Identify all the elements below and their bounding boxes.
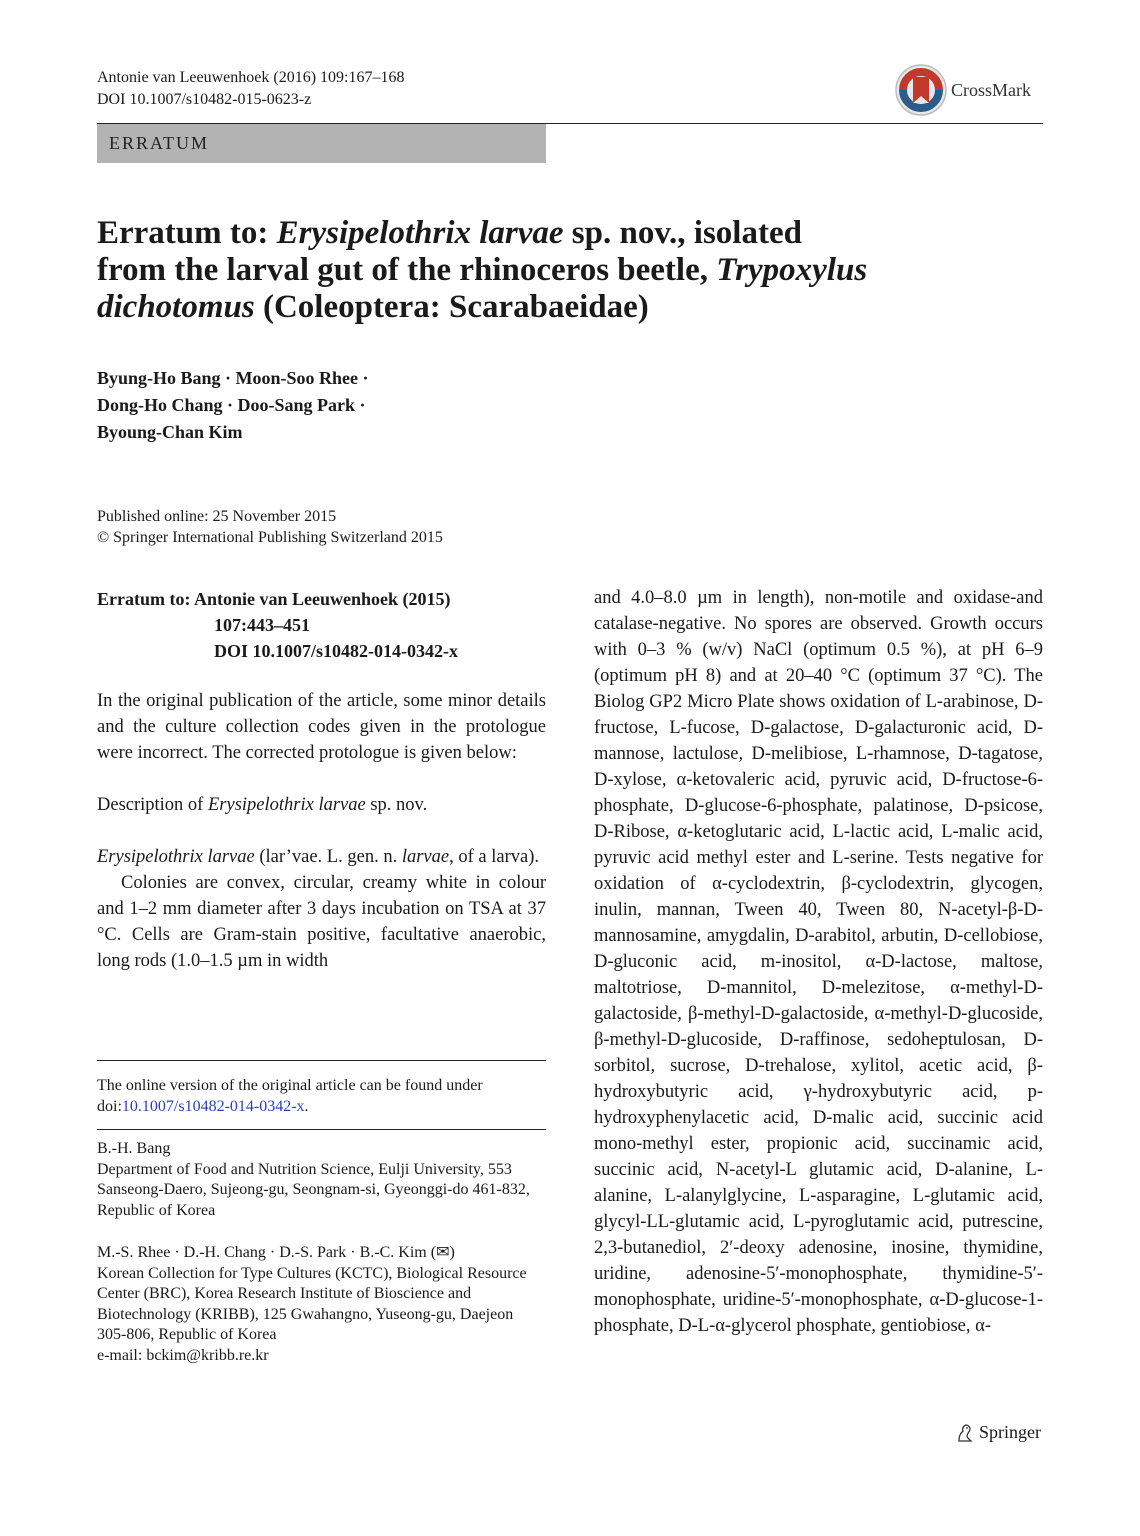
journal-line: Antonie van Leeuwenhoek (2016) 109:167–168 bbox=[97, 69, 405, 86]
crossmark-icon bbox=[893, 63, 949, 117]
original-article-link[interactable]: 10.1007/s10482-014-0342-x bbox=[121, 1097, 305, 1115]
description-heading: Description of Erysipelothrix larvae sp. nov. bbox=[97, 795, 428, 815]
erratum-reference: Erratum to: Antonie van Leeuwenhoek (2015) 107:443–451 DOI 10.1007/s10482-014-0342-x bbox=[97, 589, 458, 661]
published-date: Published online: 25 November 2015 bbox=[97, 508, 337, 525]
doi-line: DOI 10.1007/s10482-015-0623-z bbox=[97, 91, 312, 108]
footnote-rule bbox=[97, 1060, 546, 1061]
copyright: © Springer International Publishing Switzerland 2015 bbox=[97, 529, 443, 546]
author-list bbox=[97, 365, 369, 446]
protologue-text: and 4.0–8.0 µm in length), non-motile and oxidase-and catalase-negative. No spores are observed. Growth occurs with 0–3 % (w/v) NaCl (optimum 0.5 %), at pH 6–9 (optimum pH 8) and at 20–40 °C (optimum 37 °C). The Biolog GP2 Micro Plate shows oxidation of L-arabinose, D-fructose, L-fucose, D-galactose, D-galacturonic acid, D-mannose, lactulose, D-melibiose, L-rhamnose, D-tagatose, D-xylose, α-ketovaleric acid, pyruvic acid, D-fructose-6-phosphate, D-glucose-6-phosphate, palatinose, D-psicose, D-Ribose, α-ketoglutaric acid, L-lactic acid, L-malic acid, pyruvic acid methyl ester and L-serine. Tests negative for oxidation of α-cyclodextrin, β-cyclodextrin, glycogen, inulin, mannan, Tween 40, Tween 80, N-acetyl-β-D-mannosamine, amygdalin, D-arabitol, arbutin, D-cellobiose, D-gluconic acid, m-inositol, α-D-lactose, maltose, maltotriose, D-mannitol, D-melezitose, α-methyl-D-galactoside, β-methyl-D-galactoside, α-methyl-D-glucoside, β-methyl-D-glucoside, D-raffinose, sedoheptulosan, D-sorbitol, sucrose, D-trehalose, xylitol, acetic acid, β-hydroxybutyric acid, γ-hydroxybutyric acid, p-hydroxyphenylacetic acid, D-malic acid, succinic acid mono-methyl ester, propionic acid, succinamic acid, succinic acid, N-acetyl-L glutamic acid, D-alanine, L-alanine, L-alanylglycine, L-asparagine, L-glutamic acid, glycyl-LL-glutamic acid, L-pyroglutamic acid, putrescine, 2,3-butanediol, 2′-deoxy adenosine, inosine, thymidine, uridine, adenosine-5′-monophosphate, thymidine-5′-monophosphate, uridine-5′-monophosphate, α-D-glucose-1-phosphate, D-L-α-glycerol phosphate, gentiobiose, α- bbox=[594, 588, 1043, 1336]
colony-paragraph: Colonies are convex, circular, creamy white in colour and 1–2 mm diameter after 3 days incubation on TSA at 37 °C. Cells are Gram-stain positive, facultative anaerobic, long rods (1.0–1.5 µm in width bbox=[97, 873, 546, 971]
article-title: Erratum to: Erysipelothrix larvae sp. nov., isolated from the larval gut of the rhinoceros beetle, Trypoxylus dichotomus (Coleoptera: Scarabaeidae) bbox=[97, 215, 868, 325]
etymology-paragraph: Erysipelothrix larvae (lar’vae. L. gen. n. larvae, of a larva). bbox=[97, 847, 539, 867]
email[interactable]: e-mail: bckim@kribb.re.kr bbox=[97, 1346, 269, 1364]
crossmark-badge[interactable] bbox=[893, 63, 1043, 117]
body-right-column bbox=[594, 585, 1043, 1339]
section-label: ERRATUM bbox=[109, 133, 210, 153]
footnote-rule bbox=[97, 1129, 546, 1130]
author-line: Byung-Ho Bang · Moon-Soo Rhee · bbox=[97, 368, 369, 388]
journal-citation bbox=[97, 67, 404, 111]
publisher-logo bbox=[955, 1422, 1041, 1443]
author-line: Dong-Ho Chang · Doo-Sang Park · bbox=[97, 395, 366, 415]
crossmark-label: CrossMark bbox=[951, 79, 1031, 100]
affiliation-kctc: M.-S. Rhee · D.-H. Chang · D.-S. Park · B.-C. Kim (✉) Korean Collection for Type Cultures (KCTC), Biological Resource Center (BRC), Korea Research Institute of Bioscience and Biotechnology (KRIBB), 125 Gwahangno, Yuseong-gu, Daejeon 305-806, Republic of Korea e-mail: bckim@kribb.re.kr bbox=[97, 1243, 546, 1366]
publisher-name: Springer bbox=[979, 1422, 1041, 1442]
affiliation-bang: B.-H. Bang Department of Food and Nutrition Science, Eulji University, 553 Sanseong-Daero, Sujeong-gu, Seongnam-si, Gyeonggi-do 461-832, Republic of Korea bbox=[97, 1140, 530, 1219]
intro-paragraph: In the original publication of the article, some minor details and the culture collection codes given in the protologue were incorrect. The corrected protologue is given below: bbox=[97, 691, 546, 763]
author-line: Byoung-Chan Kim bbox=[97, 422, 243, 442]
body-left-column bbox=[97, 688, 546, 974]
section-band bbox=[97, 124, 546, 163]
online-version-note: The online version of the original article can be found under doi:10.1007/s10482-014-0342-x. bbox=[97, 1077, 483, 1115]
publication-info bbox=[97, 506, 443, 548]
springer-horse-icon bbox=[955, 1423, 975, 1443]
